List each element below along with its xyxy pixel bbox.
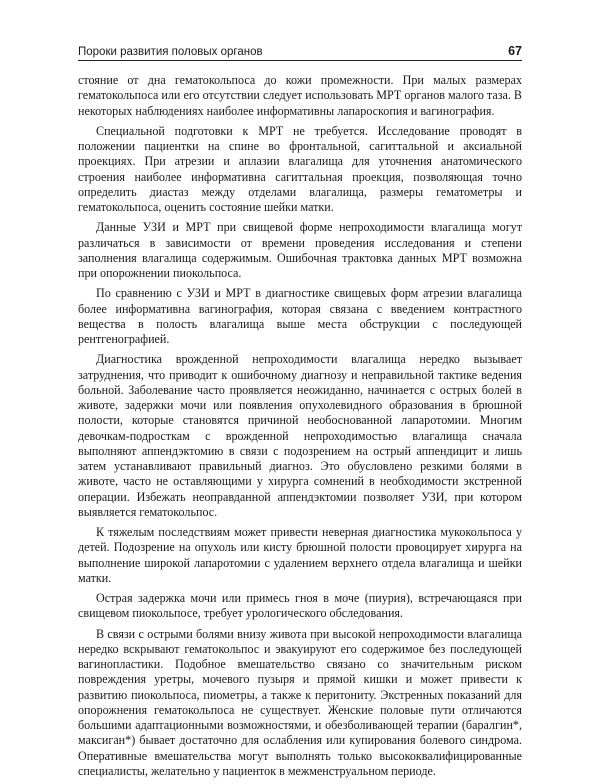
paragraph: Данные УЗИ и МРТ при свищевой форме непроходимости влагалища могут различаться в зависимости от времени проведения исследования и степени заполнения влагалища содержимым. Ошибочная трактовка данных МРТ возможна при опорожнении пиокольпоса. <box>78 220 522 280</box>
paragraph: Острая задержка мочи или примесь гноя в моче (пиурия), встречающаяся при свищевом пиокольпосе, требует урологического обследования. <box>78 591 522 621</box>
paragraph: Специальной подготовки к МРТ не требуется. Исследование проводят в положении пациентки на спине во фронтальной, сагиттальной и аксиальной проекциях. При атрезии и аплазии влагалища для уточнения анатомического строения наиболее информативна сагиттальная проекция, позволяющая точно определить диастаз между отделами влагалища, размеры гематометры и гематокольпоса, оценить состояние шейки матки. <box>78 123 522 214</box>
document-page <box>78 40 522 784</box>
page-number: 67 <box>508 44 522 58</box>
paragraph: стояние от дна гематокольпоса до кожи промежности. При малых размерах гематокольпоса или его отсутствии следует использовать МРТ органов малого таза. В некоторых наблюдениях наиболее информативны лапароскопия и вагинография. <box>78 73 522 118</box>
chapter-title: Пороки развития половых органов <box>78 46 263 58</box>
paragraph: Диагностика врожденной непроходимости влагалища нередко вызывает затруднения, что приводит к ошибочному диагнозу и неправильной тактике ведения больной. Заболевание часто проявляется неожиданно, начинается с острых болей в животе, задержки мочи или появления опухолевидного образования в брюшной полости, которые становятся причиной необоснованной лапаротомии. Многим девочкам-подросткам с врожденной непроходимостью влагалища сначала выполняют аппендэктомию в связи с подозрением на острый аппендицит и лишь затем устанавливают правильный диагноз. Это обусловлено резкими болями в животе, часто не оставляющими у хирурга сомнений в необходимости экстренной операции. Избежать неоправданной аппендэктомии позволяет УЗИ, при котором выявляется гематокольпос. <box>78 352 522 519</box>
paragraph: По сравнению с УЗИ и МРТ в диагностике свищевых форм атрезии влагалища более информативна вагинография, которая связана с введением контрастного вещества в полость влагалища выше места обструкции с последующей рентгенографией. <box>78 286 522 346</box>
running-header <box>78 40 522 61</box>
body-text <box>78 73 522 779</box>
paragraph: В связи с острыми болями внизу живота при высокой непроходимости влагалища нередко вскрывают гематокольпос и эвакуируют его содержимое без последующей вагинопластики. Подобное вмешательство связано со значительным риском повреждения уретры, мочевого пузыря и прямой кишки и может привести к развитию пиокольпоса, пиометры, а также к перитониту. Экстренных показаний для опорожнения гематокольпоса не существует. Женские половые пути отличаются большими адаптационными возможностями, и обезболивающей терапии (баралгин*, максиган*) бывает достаточно для ослабления или купирования болевого синдрома. Оперативные вмешательства могут выполнять только высококвалифицированные специалисты, желательно у пациенток в межменструальном периоде. <box>78 626 522 778</box>
paragraph: К тяжелым последствиям может привести неверная диагностика мукокольпоса у детей. Подозрение на опухоль или кисту брюшной полости провоцирует хирурга на выполнение широкой лапаротомии с удалением верхнего отдела влагалища и шейки матки. <box>78 525 522 585</box>
